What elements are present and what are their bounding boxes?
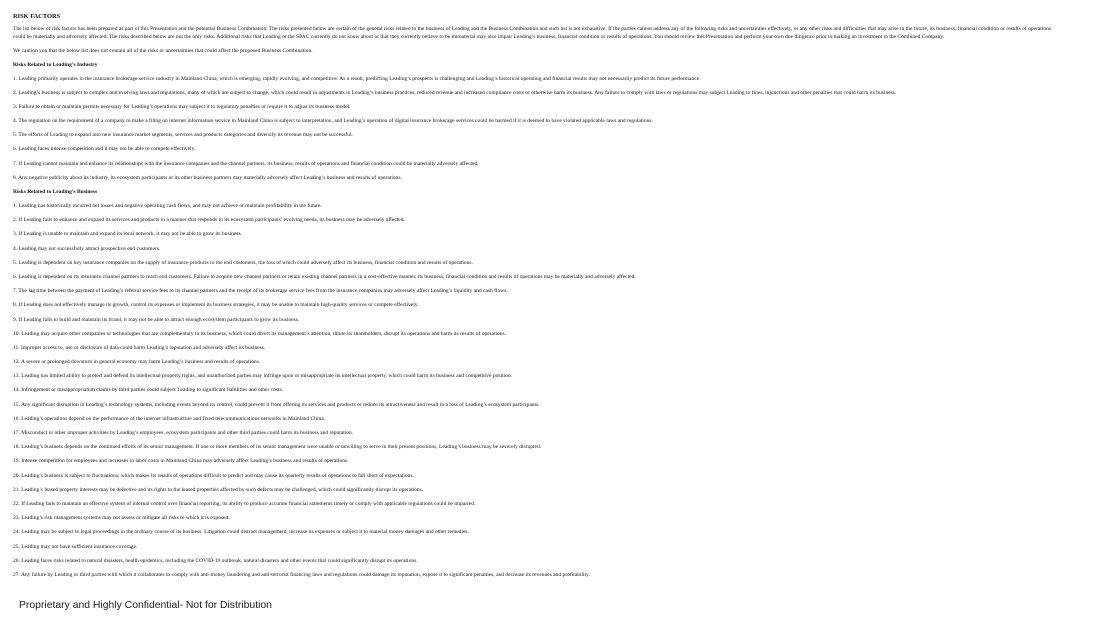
risk-item: 3. If Leading is unable to maintain and expand its local network, it may not be able to grow its business. <box>13 231 242 238</box>
risk-item: 1. Leading primarily operates in the insurance brokerage service industry in Mainland China, which is emerging, rapidly evolving, and competitive. As a result, predicting Leading’s prospects is challenging and Leading’s historical operating and financial results may not necessarily predict its future performance. <box>13 75 701 82</box>
risk-item: 12. A severe or prolonged downturn in general economy may harm Leading’s business and results of operations. <box>13 359 261 366</box>
risk-item: 24. Leading may be subject to legal proceedings in the ordinary course of its business. Litigation could distract management, increase its expenses or subject it to material money damages and other remedies. <box>13 529 469 536</box>
risk-item: 7. The lag time between the payment of Leading’s referral service fees to its channel partners and the receipt of its brokerage service fees from the insurance companies may adversely affect Leading’s liquidity and cash flows. <box>13 288 508 295</box>
risk-item: 3. Failure to obtain or maintain permits necessary for Leading’s operations may subject it to regulatory penalties or require it to adjust its business model. <box>13 103 351 110</box>
confidentiality-footer: Proprietary and Highly Confidential- Not for Distribution <box>19 600 272 611</box>
risk-item: 5. The efforts of Leading to expand into new insurance market segments, services and products categories and diversify its revenue may not be successful. <box>13 132 353 139</box>
risk-item: 6. Leading faces intense competition and it may not be able to compete effectively. <box>13 146 196 153</box>
risk-item: 20. Leading’s business is subject to fluctuations, which makes its results of operations difficult to predict and may cause its quarterly results of operations to fall short of expectations. <box>13 472 414 479</box>
risk-item: 7. If Leading cannot maintain and enhance its relationships with the insurance companies and the channel partners, its business, results of operations and financial condition could be materially adversely affected. <box>13 160 479 167</box>
risk-item: 2. Leading’s business is subject to complex and evolving laws and regulations, many of which are subject to change, which could result in adjustments in Leading’s business practices, reduced revenue and increased compliance costs or otherwise harm its business. Any failure to comply with laws or regulations may subject Leading to fines, injunctions and other penalties that could harm its business. <box>13 89 897 96</box>
caution-paragraph: We caution you that the below list does not contain all of the risks or uncertainties that could affect the proposed Business Combination. <box>13 47 313 54</box>
risk-item: 5. Leading is dependent on key insurance companies on the supply of insurance products to the end customers, the loss of which could adversely affect its business, financial condition and results of operations. <box>13 259 473 266</box>
risk-item: 9. If Leading fails to build and maintain its brand, it may not be able to attract enough ecosystem participants to grow its business. <box>13 316 300 323</box>
risk-sections <box>13 62 1058 580</box>
risk-item: 21. Leading’s leased property interests may be defective and its rights to the leased properties affected by such defects may be challenged, which could significantly disrupt its operations. <box>13 486 424 493</box>
risk-item: 22. If Leading fails to maintain an effective system of internal control over financial reporting, its ability to produce accurate financial statements timely or comply with applicable regulations could be impaired. <box>13 500 476 507</box>
risk-item: 23. Leading’s risk management systems may not assess or mitigate all risks to which it is exposed. <box>13 515 230 522</box>
risk-item: 6. Leading is dependent on its insurance channel partners to reach end customers. Failure to acquire new channel partners or retain existing channel partners in a cost-effective manner, its business, financial condition and results of operations may be materially and adversely affected. <box>13 273 636 280</box>
risk-factors-page <box>13 13 1058 586</box>
risk-item: 4. The regulation on the requirement of a company to make a filing on internet information service in Mainland China is subject to interpretation, and Leading’s operation of digital insurance brokerage services could be harmed if it is deemed to have violated applicable laws and regulations. <box>13 118 653 125</box>
risk-item: 4. Leading may not successfully attract prospective end customers. <box>13 245 161 252</box>
risk-item: 16. Leading’s operations depend on the performance of the internet infrastructure and fixed telecommunications networks in Mainland China. <box>13 415 326 422</box>
section-heading: Risks Related to Leading’s Business <box>13 189 98 196</box>
risk-item: 15. Any significant disruption in Leading’s technology systems, including events beyond its control, could prevent it from offering its services and products or reduce its attractiveness and result in a loss of Leading’s ecosystem participants. <box>13 401 540 408</box>
page-title: RISK FACTORS <box>13 13 61 20</box>
risk-item: 8. If Leading does not effectively manage its growth, control its expenses or implement its business strategies, it may be unable to maintain high-quality services or compete effectively. <box>13 302 419 309</box>
risk-item: 18. Leading’s business depends on the continued efforts of its senior management. If one or more members of its senior management were unable or unwilling to serve in their present positions, Leading’s business may be severely disrupted. <box>13 444 542 451</box>
risk-item: 26. Leading faces risks related to natural disasters, health epidemics, including the COVID-19 outbreak, natural disasters and other events that could significantly disrupt its operations. <box>13 557 418 564</box>
risk-item: 11. Improper access to, use or disclosure of data could harm Leading’s reputation and adversely affect its business. <box>13 344 266 351</box>
risk-item: 14. Infringement or misappropriation claims by third parties could subject Leading to significant liabilities and other costs. <box>13 387 284 394</box>
risk-item: 27. Any failure by Leading or third parties with which it collaborates to comply with anti-money laundering and anti-terrorist financing laws and regulations could damage its reputation, expose it to significant penalties, and decrease its revenues and profitability. <box>13 571 590 578</box>
risk-item: 17. Misconduct or other improper activities by Leading’s employees, ecosystem participants and other third parties could harm its business and reputation. <box>13 430 354 437</box>
section-heading: Risks Related to Leading’s Industry <box>13 61 98 68</box>
risk-item: 10. Leading may acquire other companies or technologies that are complementary to its business, which could divert its management’s attention, dilute its shareholders, disrupt its operations and harm its results of operations. <box>13 330 507 337</box>
risk-item: 1. Leading has historically incurred net losses and negative operating cash flows, and may not achieve or maintain profitability in the future. <box>13 203 322 210</box>
risk-item: 2. If Leading fails to enhance and expand its services and products in a manner that responds to its ecosystem participants’ evolving needs, its business may be adversely affected. <box>13 217 405 224</box>
risk-item: 8. Any negative publicity about its industry, its ecosystem participants or its other business partners may materially adversely affect Leading’s business and results of operations. <box>13 174 402 181</box>
intro-paragraph: The list below of risk factors has been prepared as part of this Presentation and the potential Business Combination. The risks presented below are certain of the general risks related to the business of Leading and the Business Combination and such list is not exhaustive. If the parties cannot address any of the following risks and uncertainties effectively, or any other risks and difficulties that may arise in the future, its business, financial condition or results of operations could be materially and adversely affected. The risks described below are not the only risks. Additional risks that Leading or the SPAC currently do not know about or that they currently believe to be immaterial may also impair Leading’s business, financial condition or results of operations. You should review this Presentation and perform your own due diligence prior to making an investment in the Combined Company. <box>13 26 1051 40</box>
risk-item: 19. Intense competition for employees and increases in labor costs in Mainland China may adversely affect Leading’s business and results of operations. <box>13 458 349 465</box>
risk-item: 25. Leading may not have sufficient insurance coverage. <box>13 543 138 550</box>
risk-item: 13. Leading has limited ability to protect and defend its intellectual property rights, and unauthorized parties may infringe upon or misappropriate its intellectual property, which could harm its business and competitive position. <box>13 373 512 380</box>
